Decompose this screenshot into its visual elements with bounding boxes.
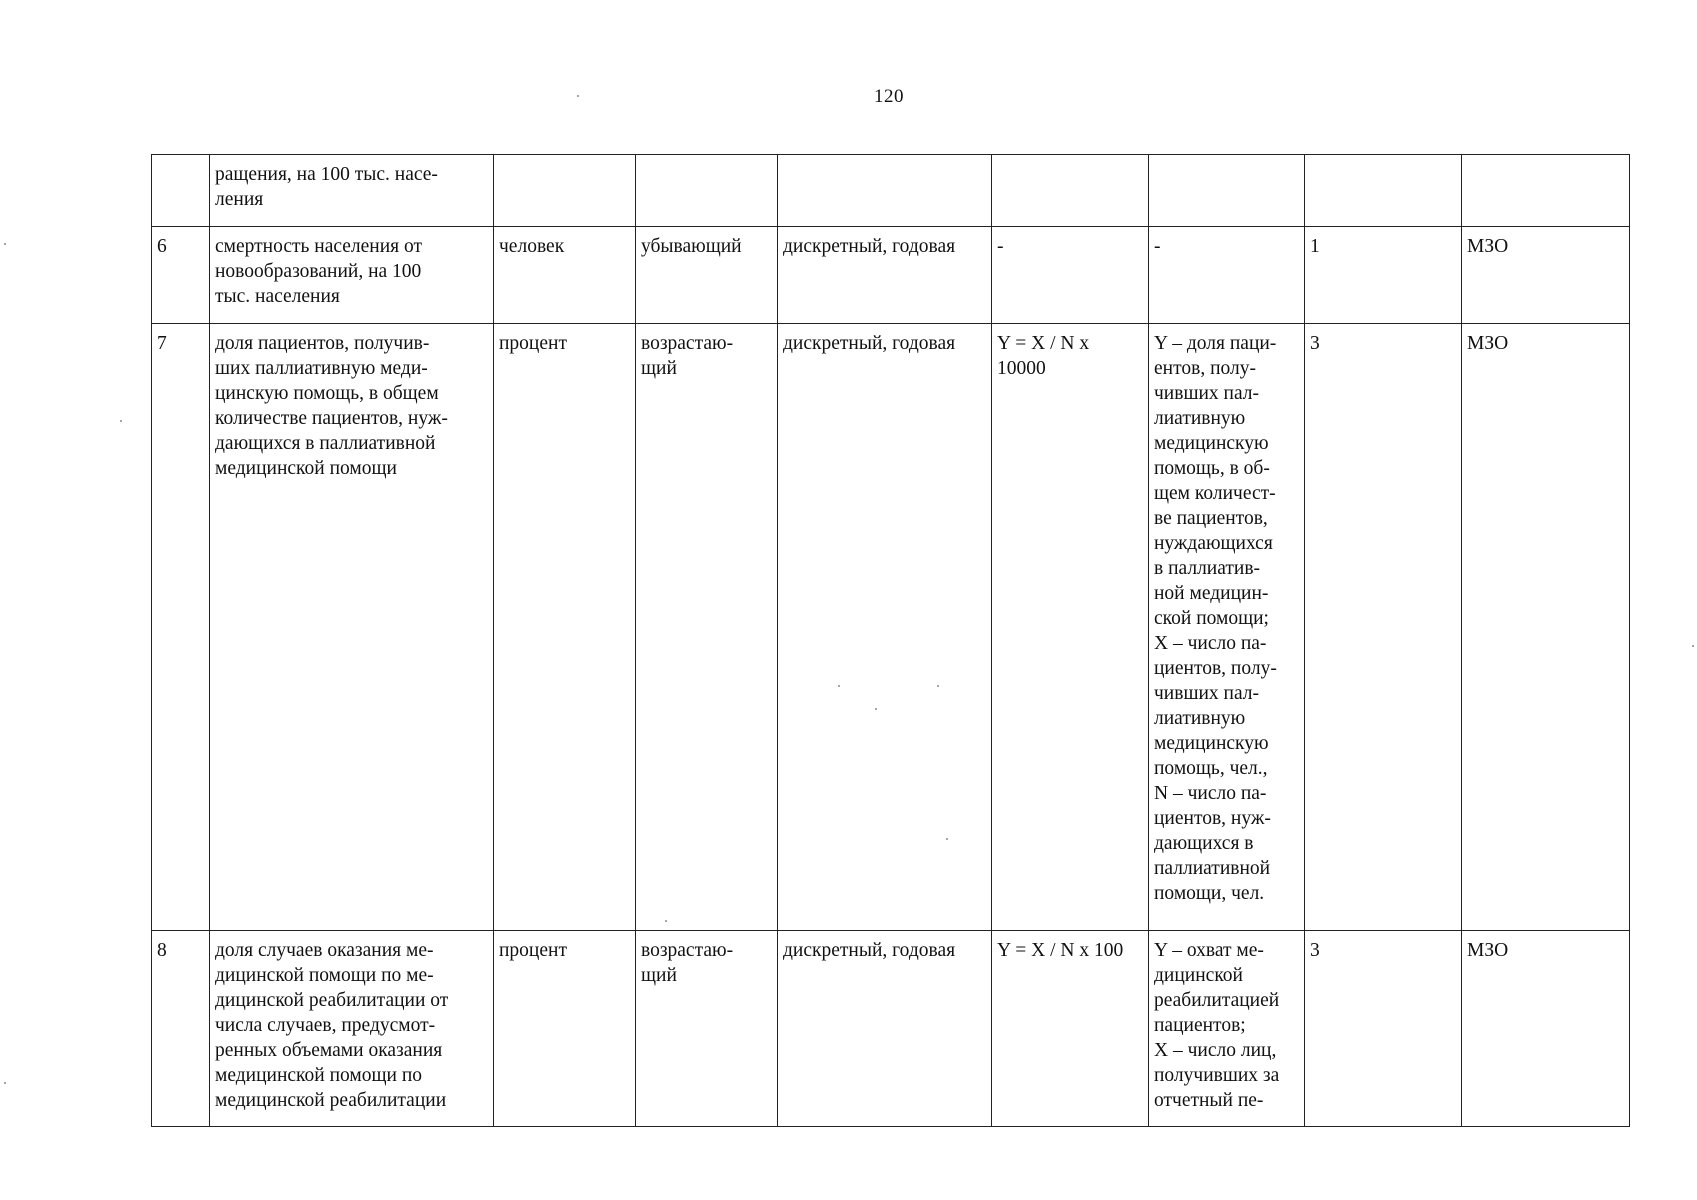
row-number-cell: 6	[152, 227, 210, 324]
scan-speck	[665, 920, 667, 922]
unit-cell: процент	[494, 931, 636, 1127]
row-number-cell	[152, 155, 210, 227]
indicator-name-cell: доля случаев оказания ме- дицинской помощи по ме- дицинской реабилитации от числа случаев, предусмот- ренных объемами оказания медицинской помощи по медицинской реабилитации	[210, 931, 494, 1127]
unit-cell: человек	[494, 227, 636, 324]
indicator-type-cell: дискретный, годовая	[778, 227, 992, 324]
responsible-cell: МЗО	[1462, 227, 1630, 324]
method-cell	[1305, 155, 1462, 227]
scan-speck	[4, 243, 6, 245]
table-row	[152, 155, 1630, 227]
unit-cell	[494, 155, 636, 227]
scan-speck	[838, 685, 840, 687]
indicator-type-cell	[778, 155, 992, 227]
page-number: 120	[874, 86, 904, 107]
scan-speck	[937, 685, 939, 687]
row-number-cell: 7	[152, 324, 210, 931]
method-cell: 1	[1305, 227, 1462, 324]
formula-description-cell: -	[1149, 227, 1305, 324]
trend-cell: возрастаю- щий	[636, 931, 778, 1127]
formula-cell: -	[992, 227, 1149, 324]
table-row	[152, 324, 1630, 931]
unit-cell: процент	[494, 324, 636, 931]
formula-description-cell: Y – доля паци- ентов, полу- чивших пал- лиативную медицинскую помощь, в об- щем количест- ве пациентов, нуждающихся в паллиатив- ной медицин- ской помощи; X – число па- циентов, полу- чивших пал- лиативную медицинскую помощь, чел., N – число па- циентов, нуж- дающихся в паллиативной помощи, чел.	[1149, 324, 1305, 931]
indicators-table	[151, 154, 1630, 1127]
formula-cell: Y = X / N x 100	[992, 931, 1149, 1127]
indicator-type-cell: дискретный, годовая	[778, 931, 992, 1127]
scan-speck	[577, 95, 579, 97]
indicator-name-cell: ращения, на 100 тыс. насе- ления	[210, 155, 494, 227]
trend-cell: возрастаю- щий	[636, 324, 778, 931]
table-row	[152, 931, 1630, 1127]
responsible-cell: МЗО	[1462, 324, 1630, 931]
scan-speck	[120, 420, 122, 422]
formula-description-cell	[1149, 155, 1305, 227]
method-cell: 3	[1305, 324, 1462, 931]
responsible-cell	[1462, 155, 1630, 227]
scan-speck	[946, 838, 948, 840]
method-cell: 3	[1305, 931, 1462, 1127]
scan-speck	[1692, 645, 1694, 647]
formula-cell: Y = X / N x 10000	[992, 324, 1149, 931]
indicator-name-cell: доля пациентов, получив- ших паллиативную меди- цинскую помощь, в общем количестве пациентов, нуж- дающихся в паллиативной медицинской помощи	[210, 324, 494, 931]
scan-speck	[4, 1082, 6, 1084]
responsible-cell: МЗО	[1462, 931, 1630, 1127]
formula-cell	[992, 155, 1149, 227]
indicator-name-cell: смертность населения от новообразований, на 100 тыс. населения	[210, 227, 494, 324]
formula-description-cell: Y – охват ме- дицинской реабилитацией пациентов; X – число лиц, получивших за отчетный пе-	[1149, 931, 1305, 1127]
scan-speck	[875, 708, 877, 710]
indicator-type-cell: дискретный, годовая	[778, 324, 992, 931]
trend-cell	[636, 155, 778, 227]
trend-cell: убывающий	[636, 227, 778, 324]
table-row	[152, 227, 1630, 324]
row-number-cell: 8	[152, 931, 210, 1127]
